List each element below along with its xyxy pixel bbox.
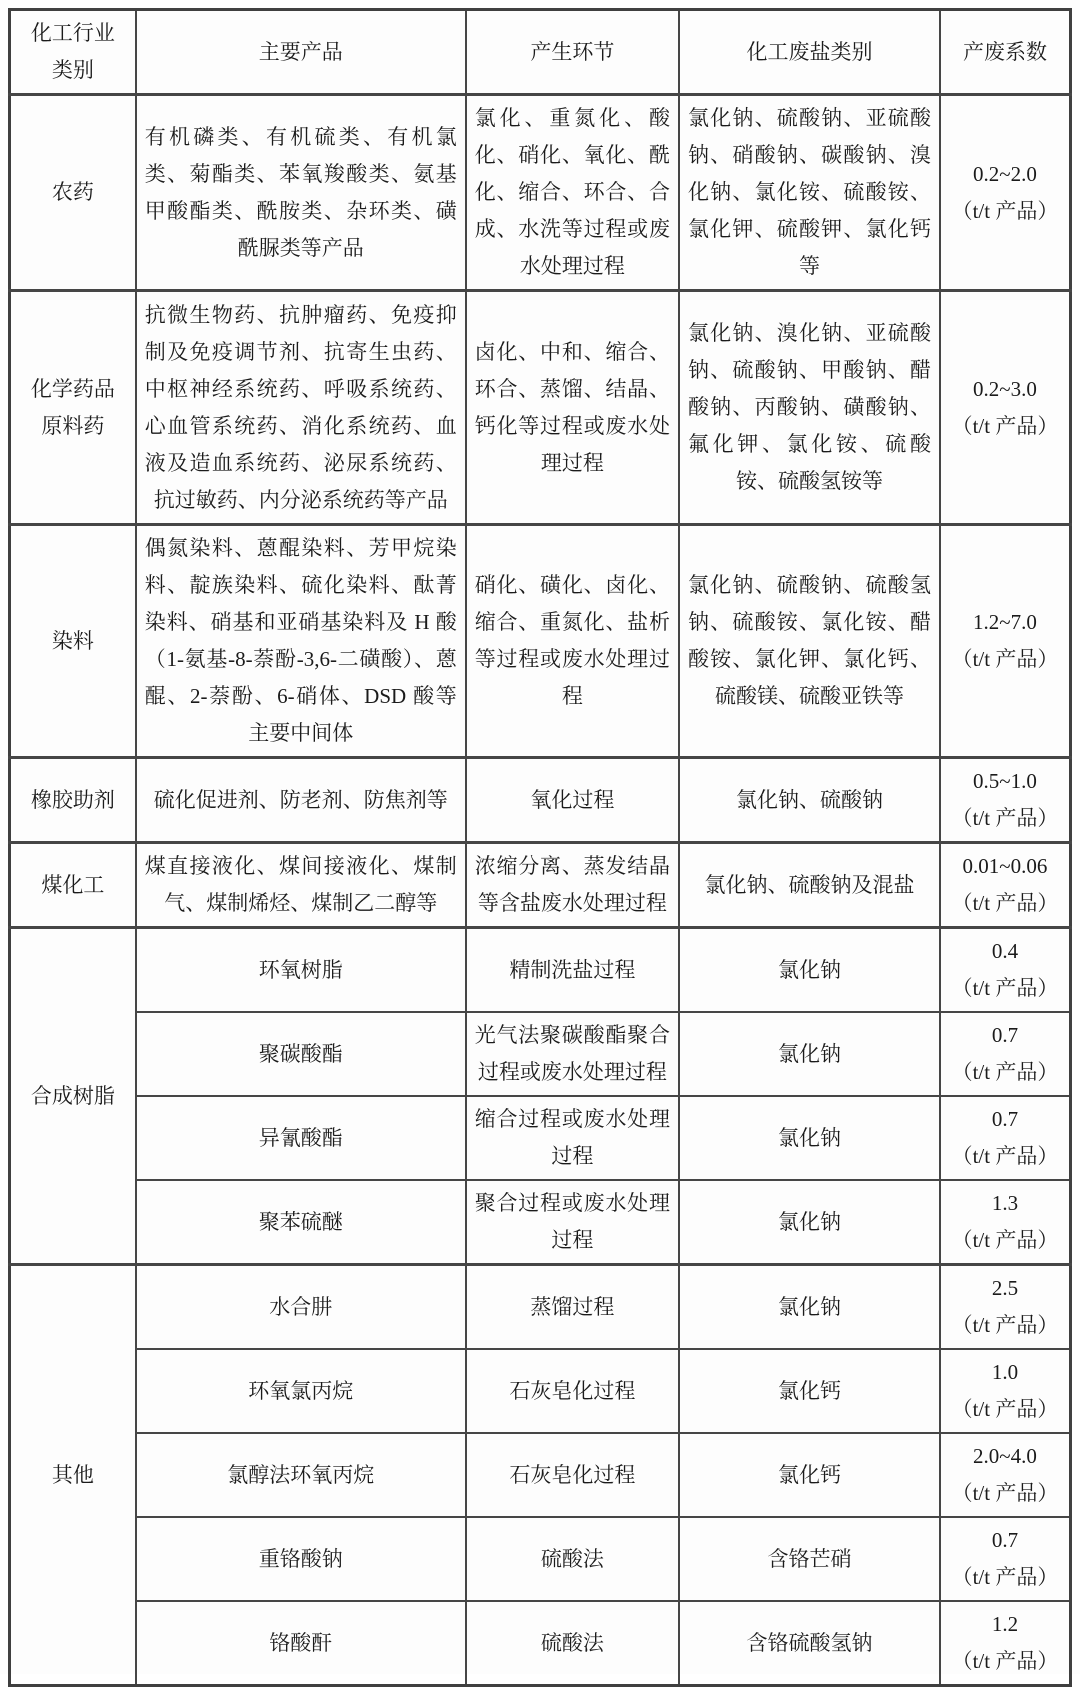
salts-cell: 氯化钠、溴化钠、亚硫酸钠、硫酸钠、甲酸钠、醋酸钠、丙酸钠、磺酸钠、氟化钾、氯化铵、硫酸铵、硫酸氢铵等 bbox=[679, 291, 940, 525]
table-row bbox=[10, 843, 1071, 928]
coef-cell bbox=[940, 758, 1071, 843]
stage-cell: 石灰皂化过程 bbox=[466, 1349, 679, 1433]
products-cell: 氯醇法环氧丙烷 bbox=[136, 1433, 466, 1517]
products-cell: 偶氮染料、蒽醌染料、芳甲烷染料、靛族染料、硫化染料、酞菁染料、硝基和亚硝基染料及 H 酸（1-氨基-8-萘酚-3,6-二磺酸）、蒽醌、2-萘酚、6-硝体、DSD 酸等主要中间体 bbox=[136, 525, 466, 758]
category-cell: 化学药品原料药 bbox=[10, 291, 136, 525]
products-cell: 异氰酸酯 bbox=[136, 1096, 466, 1180]
table-row bbox=[10, 1265, 1071, 1350]
category-cell: 染料 bbox=[10, 525, 136, 758]
products-cell: 硫化促进剂、防老剂、防焦剂等 bbox=[136, 758, 466, 843]
salts-cell: 氯化钠 bbox=[679, 1180, 940, 1265]
coef-cell bbox=[940, 95, 1071, 291]
products-cell: 铬酸酐 bbox=[136, 1601, 466, 1686]
stage-cell: 硝化、磺化、卤化、缩合、重氮化、盐析等过程或废水处理过程 bbox=[466, 525, 679, 758]
salts-cell: 氯化钠 bbox=[679, 928, 940, 1013]
coef-value: 0.4 bbox=[991, 939, 1019, 963]
coef-unit: （t/t 产品） bbox=[951, 1397, 1059, 1421]
coef-cell bbox=[940, 1433, 1071, 1517]
coef-value: 0.01~0.06 bbox=[962, 854, 1048, 878]
stage-cell: 硫酸法 bbox=[466, 1517, 679, 1601]
stage-cell: 蒸馏过程 bbox=[466, 1265, 679, 1350]
coef-unit: （t/t 产品） bbox=[951, 413, 1059, 438]
table-row bbox=[10, 1180, 1071, 1265]
stage-cell: 缩合过程或废水处理过程 bbox=[466, 1096, 679, 1180]
coef-unit: （t/t 产品） bbox=[951, 1649, 1059, 1673]
coef-value: 1.2 bbox=[991, 1612, 1019, 1636]
coef-value: 0.7 bbox=[991, 1107, 1019, 1131]
products-cell: 重铬酸钠 bbox=[136, 1517, 466, 1601]
table-row bbox=[10, 291, 1071, 525]
table-row bbox=[10, 1433, 1071, 1517]
coef-unit: （t/t 产品） bbox=[951, 891, 1059, 915]
header-coef: 产废系数 bbox=[940, 10, 1071, 95]
coef-value: 0.5~1.0 bbox=[973, 769, 1037, 793]
table-row bbox=[10, 758, 1071, 843]
stage-cell: 光气法聚碳酸酯聚合过程或废水处理过程 bbox=[466, 1012, 679, 1096]
coef-value: 2.0~4.0 bbox=[973, 1444, 1037, 1468]
coef-cell bbox=[940, 1265, 1071, 1350]
table-row bbox=[10, 1096, 1071, 1180]
header-category: 化工行业类别 bbox=[10, 10, 136, 95]
category-cell: 橡胶助剂 bbox=[10, 758, 136, 843]
category-cell: 其他 bbox=[10, 1265, 136, 1686]
coef-unit: （t/t 产品） bbox=[951, 1313, 1059, 1337]
salts-cell: 氯化钠、硫酸钠 bbox=[679, 758, 940, 843]
table-row bbox=[10, 1012, 1071, 1096]
coef-cell bbox=[940, 1012, 1071, 1096]
products-cell: 聚苯硫醚 bbox=[136, 1180, 466, 1265]
coef-unit: （t/t 产品） bbox=[951, 1565, 1059, 1589]
table-row bbox=[10, 1601, 1071, 1686]
coef-unit: （t/t 产品） bbox=[951, 647, 1059, 671]
products-cell: 聚碳酸酯 bbox=[136, 1012, 466, 1096]
coef-unit: （t/t 产品） bbox=[951, 1228, 1059, 1252]
coef-cell bbox=[940, 1096, 1071, 1180]
table-header-row bbox=[10, 10, 1071, 95]
coef-cell bbox=[940, 843, 1071, 928]
salts-cell: 含铬芒硝 bbox=[679, 1517, 940, 1601]
coef-cell bbox=[940, 1601, 1071, 1686]
stage-cell: 卤化、中和、缩合、环合、蒸馏、结晶、钙化等过程或废水处理过程 bbox=[466, 291, 679, 525]
table-row bbox=[10, 525, 1071, 758]
coef-value: 1.3 bbox=[991, 1191, 1019, 1215]
stage-cell: 氧化过程 bbox=[466, 758, 679, 843]
salts-cell: 氯化钙 bbox=[679, 1349, 940, 1433]
coef-unit: （t/t 产品） bbox=[951, 976, 1059, 1000]
waste-salt-table bbox=[8, 8, 1072, 1687]
salts-cell: 氯化钠、硫酸钠、亚硫酸钠、硝酸钠、碳酸钠、溴化钠、氯化铵、硫酸铵、氯化钾、硫酸钾、氯化钙等 bbox=[679, 95, 940, 291]
salts-cell: 含铬硫酸氢钠 bbox=[679, 1601, 940, 1686]
products-cell: 抗微生物药、抗肿瘤药、免疫抑制及免疫调节剂、抗寄生虫药、中枢神经系统药、呼吸系统药、心血管系统药、消化系统药、血液及造血系统药、泌尿系统药、抗过敏药、内分泌系统药等产品 bbox=[136, 291, 466, 525]
coef-cell bbox=[940, 928, 1071, 1013]
salts-cell: 氯化钙 bbox=[679, 1433, 940, 1517]
header-salts: 化工废盐类别 bbox=[679, 10, 940, 95]
coef-cell bbox=[940, 1180, 1071, 1265]
table-row bbox=[10, 95, 1071, 291]
coef-unit: （t/t 产品） bbox=[951, 1060, 1059, 1084]
coef-value: 0.2~3.0 bbox=[973, 376, 1037, 401]
table-row bbox=[10, 1517, 1071, 1601]
stage-cell: 氯化、重氮化、酸化、硝化、氧化、酰化、缩合、环合、合成、水洗等过程或废水处理过程 bbox=[466, 95, 679, 291]
table-row bbox=[10, 928, 1071, 1013]
coef-cell bbox=[940, 1349, 1071, 1433]
salts-cell: 氯化钠 bbox=[679, 1096, 940, 1180]
stage-cell: 石灰皂化过程 bbox=[466, 1433, 679, 1517]
salts-cell: 氯化钠、硫酸钠及混盐 bbox=[679, 843, 940, 928]
products-cell: 水合肼 bbox=[136, 1265, 466, 1350]
coef-value: 2.5 bbox=[991, 1276, 1019, 1300]
stage-cell: 浓缩分离、蒸发结晶等含盐废水处理过程 bbox=[466, 843, 679, 928]
coef-cell bbox=[940, 1517, 1071, 1601]
products-cell: 煤直接液化、煤间接液化、煤制气、煤制烯烃、煤制乙二醇等 bbox=[136, 843, 466, 928]
stage-cell: 硫酸法 bbox=[466, 1601, 679, 1686]
coef-unit: （t/t 产品） bbox=[951, 1144, 1059, 1168]
coef-value: 0.7 bbox=[991, 1023, 1019, 1047]
coef-cell bbox=[940, 525, 1071, 758]
products-cell: 环氧氯丙烷 bbox=[136, 1349, 466, 1433]
salts-cell: 氯化钠 bbox=[679, 1012, 940, 1096]
coef-unit: （t/t 产品） bbox=[951, 198, 1059, 223]
header-products: 主要产品 bbox=[136, 10, 466, 95]
salts-cell: 氯化钠、硫酸钠、硫酸氢钠、硫酸铵、氯化铵、醋酸铵、氯化钾、氯化钙、硫酸镁、硫酸亚铁等 bbox=[679, 525, 940, 758]
coef-value: 1.0 bbox=[991, 1360, 1019, 1384]
category-cell: 农药 bbox=[10, 95, 136, 291]
products-cell: 有机磷类、有机硫类、有机氯类、菊酯类、苯氧羧酸类、氨基甲酸酯类、酰胺类、杂环类、磺酰脲类等产品 bbox=[136, 95, 466, 291]
coef-value: 1.2~7.0 bbox=[973, 610, 1037, 634]
category-cell: 合成树脂 bbox=[10, 928, 136, 1265]
coef-cell bbox=[940, 291, 1071, 525]
stage-cell: 聚合过程或废水处理过程 bbox=[466, 1180, 679, 1265]
coef-value: 0.2~2.0 bbox=[973, 161, 1037, 186]
coef-value: 0.7 bbox=[991, 1528, 1019, 1552]
products-cell: 环氧树脂 bbox=[136, 928, 466, 1013]
coef-unit: （t/t 产品） bbox=[951, 1481, 1059, 1505]
salts-cell: 氯化钠 bbox=[679, 1265, 940, 1350]
category-cell: 煤化工 bbox=[10, 843, 136, 928]
coef-unit: （t/t 产品） bbox=[951, 806, 1059, 830]
stage-cell: 精制洗盐过程 bbox=[466, 928, 679, 1013]
header-stage: 产生环节 bbox=[466, 10, 679, 95]
table-row bbox=[10, 1349, 1071, 1433]
